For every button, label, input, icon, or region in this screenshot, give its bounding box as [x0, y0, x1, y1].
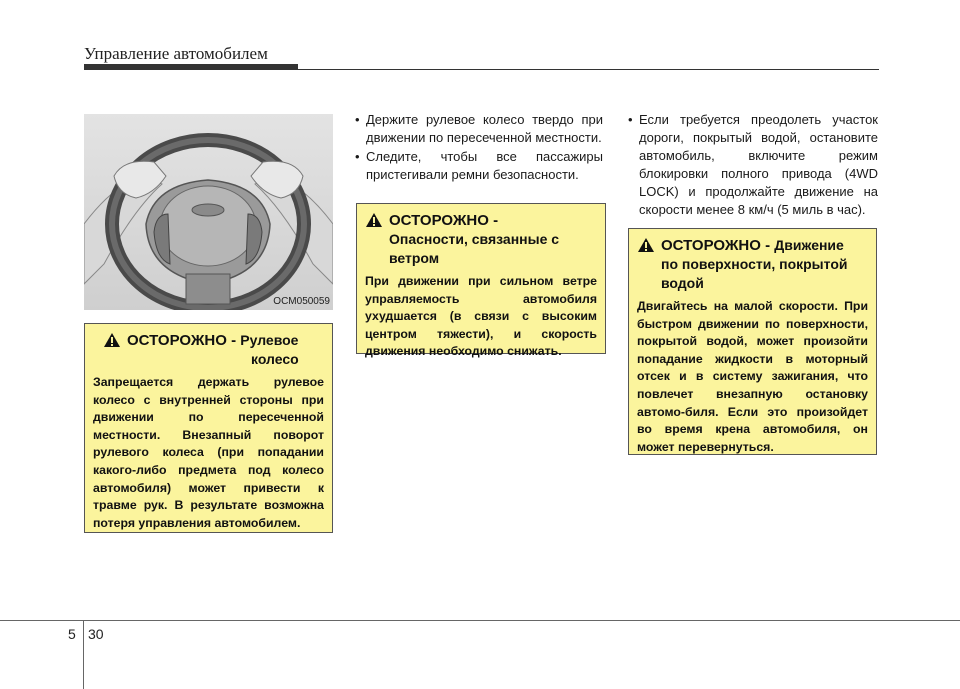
- header-rule-thin: [84, 69, 879, 70]
- warning-subtitle-cont: колесо: [251, 351, 299, 367]
- page-header-title: Управление автомобилем: [84, 44, 268, 63]
- warning-box-steering: [84, 323, 333, 533]
- footer-divider: [83, 621, 84, 689]
- warning-body: При движении при сильном ветре управляемость автомобиля ухудшается (в связи с высоким центром тяжести), и скорость движения необходимо снижать.: [365, 274, 597, 359]
- warning-triangle-icon: [637, 237, 655, 258]
- right-bullet-list: [628, 111, 878, 220]
- warning-subtitle-cont: по поверхности, покрытой водой: [661, 256, 848, 291]
- warning-title: ОСТОРОЖНО -: [127, 332, 237, 349]
- middle-bullet-list: [355, 111, 603, 185]
- page-number: 30: [88, 626, 104, 642]
- footer-rule: [0, 620, 960, 621]
- bullet-item: • Держите рулевое колесо твердо при движении по пересеченной местности.: [355, 111, 603, 147]
- warning-subtitle: Движение: [774, 237, 844, 253]
- steering-wheel-illustration: [84, 114, 333, 310]
- warning-subtitle: Рулевое: [240, 332, 299, 348]
- warning-triangle-icon: [365, 212, 383, 233]
- steering-wheel-figure: [84, 114, 333, 310]
- bullet-item: • Следите, чтобы все пассажиры пристегивали ремни безопасности.: [355, 148, 603, 184]
- warning-title: ОСТОРОЖНО -: [661, 237, 771, 254]
- warning-title: ОСТОРОЖНО -: [389, 212, 499, 229]
- chapter-number: 5: [68, 626, 76, 642]
- warning-box-water: [628, 228, 877, 455]
- figure-label: OCM050059: [273, 296, 330, 307]
- warning-triangle-icon: [103, 332, 121, 353]
- warning-body: Запрещается держать рулевое колесо с внутренней стороны при движении по пересеченной местности. Внезапный поворот рулевого колеса (при попадании какого-либо предмета под колесо автомобиля) может привести к травме рук. В результате возможна потеря управления автомобилем.: [93, 375, 324, 530]
- warning-subtitle: Опасности, связанные с ветром: [389, 231, 560, 266]
- warning-box-wind: [356, 203, 606, 359]
- bullet-item: • Если требуется преодолеть участок дороги, покрытый водой, остановите автомобиль, включите режим блокировки полного привода (4WD LOCK) и продолжайте движение на скорости менее 8 км/ч (5 миль в час).: [628, 111, 878, 219]
- warning-body: Двигайтесь на малой скорости. При быстром движении по поверхности, покрытой водой, может произойти попадание жидкости в моторный отсек и в систему зажигания, что повлечет внезапную остановку автомо-биля. Если это произойдет во время крена автомобиля, он может перевернуться.: [637, 299, 868, 454]
